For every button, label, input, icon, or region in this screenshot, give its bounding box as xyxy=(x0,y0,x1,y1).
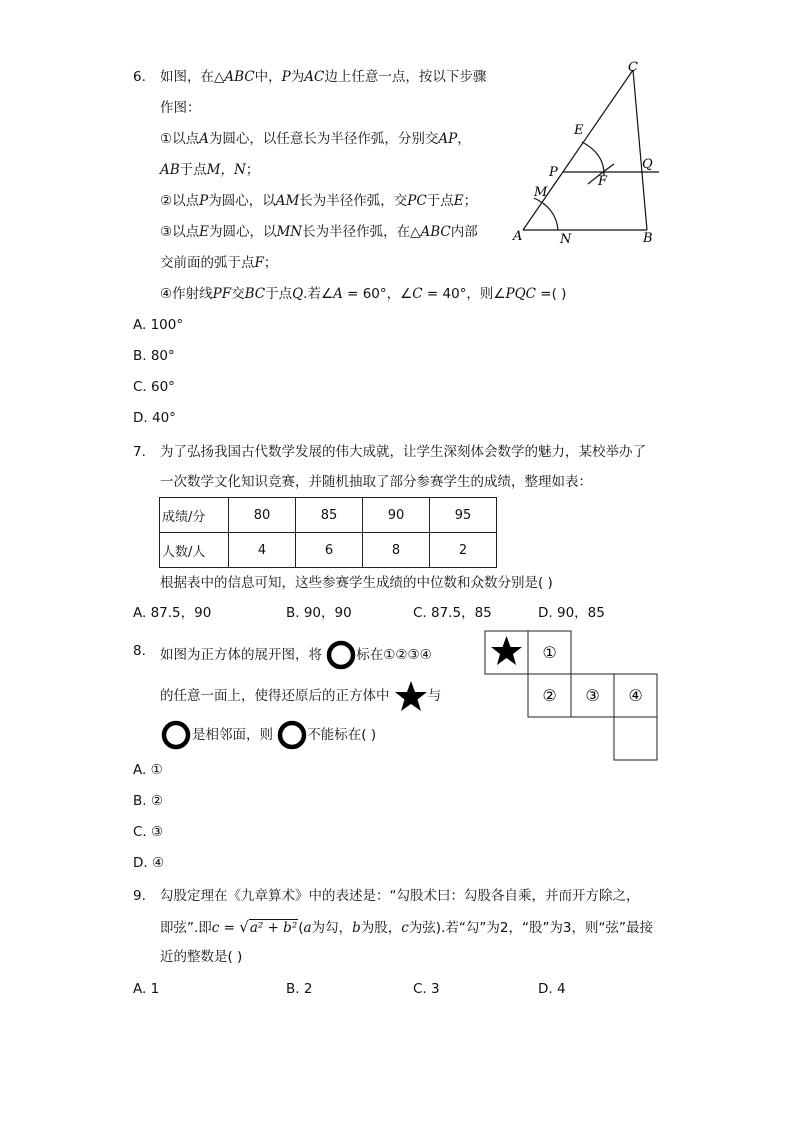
text: 为圆心，以 xyxy=(208,224,277,240)
option-b[interactable]: B. 2 xyxy=(286,981,313,997)
net-face-3: ③ xyxy=(585,686,600,705)
radicand: a² + b² xyxy=(249,920,298,936)
math-var: PQC xyxy=(505,286,537,302)
text: 长为半径作弧，在 xyxy=(302,224,411,240)
question-text-line xyxy=(160,223,478,241)
table-cell: 2 xyxy=(430,533,497,568)
table-cell: 80 xyxy=(229,498,296,533)
question-text-line xyxy=(160,161,259,179)
text: = xyxy=(219,920,240,936)
math-var: AC xyxy=(304,69,325,85)
text: 为勾， xyxy=(311,920,353,936)
question-number: 9. xyxy=(133,888,146,904)
math-var: E xyxy=(199,224,209,240)
text: ； xyxy=(463,193,478,209)
text: 于点 xyxy=(426,193,454,209)
text: 交前面的弧于点 xyxy=(160,255,255,271)
text: 于点 xyxy=(265,286,293,302)
net-face-1: ① xyxy=(542,643,557,662)
math-var: F xyxy=(254,255,264,271)
math-var: PF xyxy=(212,286,232,302)
text: 如图，在 xyxy=(160,69,214,85)
table-row xyxy=(160,533,497,568)
math-var: a xyxy=(303,920,312,936)
arc-ef xyxy=(582,142,604,176)
math-var: P xyxy=(199,193,209,209)
text: 内部 xyxy=(450,224,478,240)
option-a[interactable]: A. ① xyxy=(133,762,163,778)
table-cell: 90 xyxy=(363,498,430,533)
question-number: 6. xyxy=(133,69,146,85)
label-n: N xyxy=(560,232,572,247)
question-text-line: 一次数学文化知识竞赛，并随机抽取了部分参赛学生的成绩，整理如表： xyxy=(160,474,592,490)
question-text-line xyxy=(160,640,432,670)
math-var: E xyxy=(453,193,464,209)
math-var: PC xyxy=(407,193,427,209)
option-a[interactable]: A. 87.5，90 xyxy=(133,605,212,621)
table-cell: 95 xyxy=(430,498,497,533)
text: .若∠ xyxy=(303,286,334,302)
side-ac xyxy=(523,70,633,230)
text: ④作射线 xyxy=(160,286,213,302)
option-d[interactable]: D. ④ xyxy=(133,855,165,871)
ring-icon xyxy=(160,720,192,750)
text: 是相邻面，则 xyxy=(192,727,273,743)
text: ( xyxy=(298,920,304,936)
math-var: △ABC xyxy=(410,224,451,240)
math-var: c xyxy=(211,920,220,936)
table-cell: 人数/人 xyxy=(160,533,229,568)
table-row xyxy=(160,498,497,533)
text: 不能标在( ) xyxy=(307,727,377,743)
table-cell: 85 xyxy=(296,498,363,533)
text: 为股， xyxy=(360,920,402,936)
math-var: MN xyxy=(276,224,303,240)
math-var: Q xyxy=(292,286,304,302)
option-c[interactable]: C. 60° xyxy=(133,379,175,395)
option-d[interactable]: D. 40° xyxy=(133,410,176,426)
star-icon xyxy=(491,636,522,665)
text: 于点 xyxy=(179,162,207,178)
question-text-line xyxy=(160,720,376,750)
text: 即弦”.即 xyxy=(160,920,212,936)
option-a[interactable]: A. 1 xyxy=(133,981,160,997)
question-text-line: 勾股定理在《九章算术》中的表述是：“勾股术曰：勾股各自乘，并而开方除之， xyxy=(160,888,640,904)
text: ①以点 xyxy=(160,131,200,147)
math-var: P xyxy=(281,69,291,85)
arc-mn xyxy=(534,198,558,230)
question-text-line: 根据表中的信息可知，这些参赛学生成绩的中位数和众数分别是( ) xyxy=(160,575,553,591)
question-text-line xyxy=(160,680,441,712)
option-c[interactable]: C. 87.5，85 xyxy=(413,605,492,621)
question-text-line xyxy=(160,130,471,148)
math-var: BC xyxy=(244,286,266,302)
text: ； xyxy=(245,162,260,178)
math-var: AM xyxy=(275,193,300,209)
text: 与 xyxy=(427,688,442,704)
text: 如图为正方体的展开图，将 xyxy=(160,647,322,663)
text: =( ) xyxy=(536,286,567,302)
label-f: F xyxy=(598,174,608,189)
label-p: P xyxy=(549,165,558,180)
option-c[interactable]: C. 3 xyxy=(413,981,440,997)
math-var: b xyxy=(352,920,361,936)
option-d[interactable]: D. 90，85 xyxy=(538,605,605,621)
text: 为 xyxy=(290,69,305,85)
text: = 60°，∠ xyxy=(342,286,413,302)
text: ； xyxy=(263,255,278,271)
question-text-line xyxy=(160,918,653,937)
option-b[interactable]: B. ② xyxy=(133,793,163,809)
net-face-2: ② xyxy=(542,686,557,705)
star-icon xyxy=(394,680,428,712)
net-face-4: ④ xyxy=(628,686,643,705)
cube-net xyxy=(484,630,664,764)
text: ②以点 xyxy=(160,193,200,209)
question-text-line: 为了弘扬我国古代数学发展的伟大成就，让学生深刻体会数学的魅力，某校举办了 xyxy=(160,444,646,460)
ring-icon xyxy=(326,640,356,670)
text: ③以点 xyxy=(160,224,200,240)
question-text-line xyxy=(160,285,566,303)
math-var: △ABC xyxy=(214,69,255,85)
table-cell: 6 xyxy=(296,533,363,568)
question-text-line: 作图： xyxy=(160,100,201,116)
text: 为圆心，以 xyxy=(208,193,276,209)
text: 边上任意一点，按以下步骤 xyxy=(324,69,487,85)
sqrt-sign: √ xyxy=(239,918,249,936)
text: 为弦).若“勾”为2，“股”为3，则“弦”最接 xyxy=(408,920,654,936)
triangle-figure xyxy=(510,58,670,248)
math-var: c xyxy=(401,920,409,936)
text: ， xyxy=(457,131,471,147)
option-c[interactable]: C. ③ xyxy=(133,824,164,840)
math-var: M，N xyxy=(206,162,246,178)
math-var: A xyxy=(333,286,343,302)
question-number: 8. xyxy=(133,643,146,659)
label-c: C xyxy=(628,60,638,75)
math-var: AP xyxy=(438,131,458,147)
text: 为圆心，以任意长为半径作弧，分别交 xyxy=(208,131,439,147)
table-cell: 4 xyxy=(229,533,296,568)
text: 中， xyxy=(254,69,282,85)
option-b[interactable]: B. 90，90 xyxy=(286,605,352,621)
option-d[interactable]: D. 4 xyxy=(538,981,566,997)
label-m: M xyxy=(534,185,548,200)
label-a: A xyxy=(513,229,523,244)
question-text-line xyxy=(160,68,486,86)
option-b[interactable]: B. 80° xyxy=(133,348,175,364)
side-bc xyxy=(633,70,647,230)
math-var: A xyxy=(199,131,209,147)
question-text-line xyxy=(160,254,277,272)
text: = 40°，则∠ xyxy=(422,286,506,302)
table-cell: 成绩/分 xyxy=(160,498,229,533)
option-a[interactable]: A. 100° xyxy=(133,317,184,333)
score-table xyxy=(159,497,497,568)
label-b: B xyxy=(643,231,653,246)
math-var: C xyxy=(412,286,423,302)
label-q: Q xyxy=(642,157,653,172)
text: 标在①②③④ xyxy=(356,647,432,663)
question-text-line: 近的整数是( ) xyxy=(160,949,243,965)
ring-icon xyxy=(277,720,307,750)
text: 的任意一面上，使得还原后的正方体中 xyxy=(160,688,390,704)
text: 长为半径作弧，交 xyxy=(299,193,408,209)
question-number: 7. xyxy=(133,444,146,460)
question-text-line xyxy=(160,192,477,210)
math-var: AB xyxy=(160,162,180,178)
table-cell: 8 xyxy=(363,533,430,568)
label-e: E xyxy=(574,123,584,138)
text: 交 xyxy=(231,286,245,302)
